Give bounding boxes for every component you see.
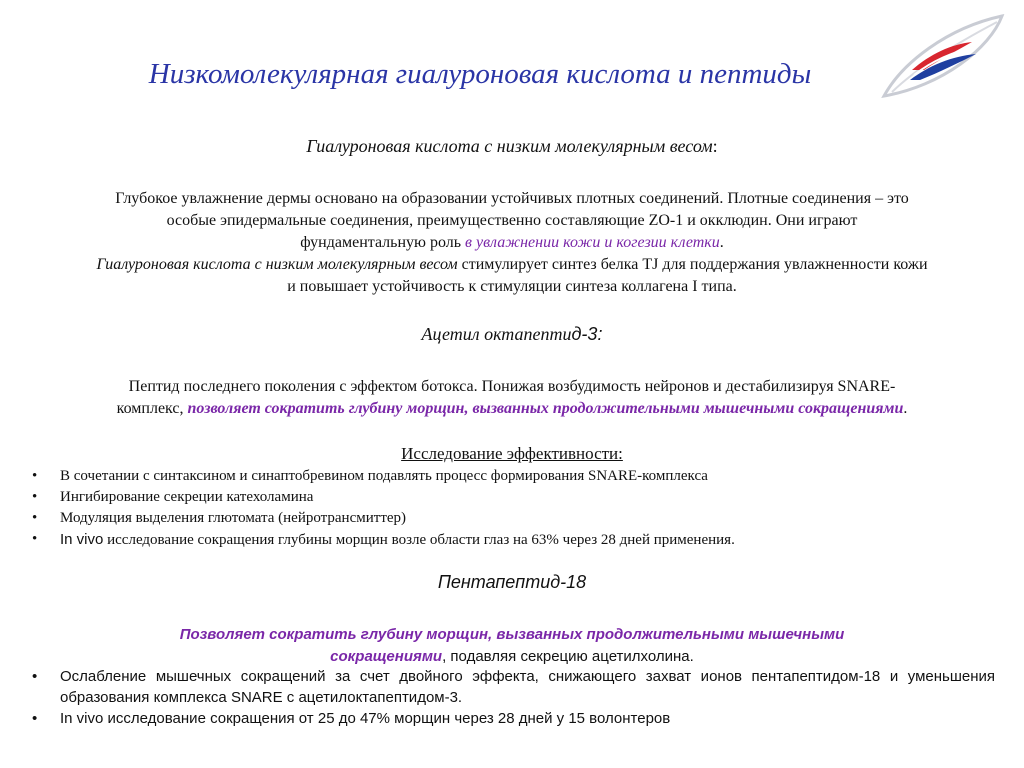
highlighted-text: в увлажнении кожи и когезии клетки [465,234,720,251]
highlighted-text: сокращениями [330,648,443,665]
paragraph-text: фундаментальную роль [300,234,466,251]
paragraph-line [28,398,996,420]
paragraph-line [28,254,996,276]
pentapeptide-lead [28,624,996,668]
paragraph-text: . [719,234,724,251]
paragraph-text: стимулирует синтез белка TJ для поддержания увлажненности кожи [457,256,928,273]
list-item-text: исследование сокращения глубины морщин возле области глаз на 63% через 28 дней применения. [103,532,735,548]
list-item: • Ослабление мышечных сокращений за счет двойного эффекта, снижающего захват ионов пентапептидом-18 и уменьшения образования комплекса SNARE с ацетилоктапептидом-3. [30,666,995,708]
section-heading-octapeptide [0,324,1024,345]
section-heading-colon: : [712,136,718,156]
study-heading-text: Исследование эффективности: [401,444,623,463]
list-item: • Ингибирование секреции катехоламина [30,487,995,508]
paragraph-line: и повышает устойчивость к стимуляции синтеза коллагена I типа. [287,278,737,295]
paragraph-line: Пептид последнего поколения с эффектом ботокса. Понижая возбудимость нейронов и дестабилизируя SNARE- [128,378,896,395]
list-item-sans-text: In vivo [60,531,104,548]
section-heading-text: д-3: [571,324,603,344]
paragraph-text: комплекс, [116,400,188,417]
list-item: • In vivo исследование сокращения от 25 до 47% морщин через 28 дней у 15 волонтеров [30,708,995,729]
highlighted-text: позволяет сократить глубину морщин, вызванных продолжительными мышечными сокращениями [187,400,904,417]
section-heading-hyaluronic [0,136,1024,157]
paragraph-line: Глубокое увлажнение дермы основано на образовании устойчивых плотных соединений. Плотные соединения – это [115,190,909,207]
paragraph-line: особые эпидермальные соединения, преимущественно составляющие ZO-1 и окклюдин. Они играют [166,212,858,229]
pentapeptide-list [30,666,995,729]
list-item [30,529,995,551]
paragraph-line [28,232,996,254]
section-heading-pentapeptide: Пентапептид-18 [437,572,587,592]
emphasis-text: Гиалуроновая кислота с низким молекулярным весом [96,256,458,273]
section-heading-text: Ацетил октапепти [421,324,572,344]
octapeptide-paragraph [28,376,996,420]
section-heading-text: Гиалуроновая кислота с низким молекулярным весом [306,136,713,156]
page-title: Низкомолекулярная гиалуроновая кислота и пептиды [148,58,812,90]
highlighted-line: Позволяет сократить глубину морщин, вызванных продолжительными мышечными [179,626,845,643]
paragraph-text: , подавляя секрецию ацетилхолина. [442,648,694,665]
study-heading [0,444,1024,464]
list-item: • Модуляция выделения глютомата (нейротрансмиттер) [30,508,995,529]
paragraph-line [28,646,996,668]
study-list [30,466,995,551]
paragraph-text: . [903,400,908,417]
hyaluronic-paragraph [28,188,996,298]
list-item: • В сочетании с синтаксином и синаптобревином подавлять процесс формирования SNARE-комплекса [30,466,995,487]
